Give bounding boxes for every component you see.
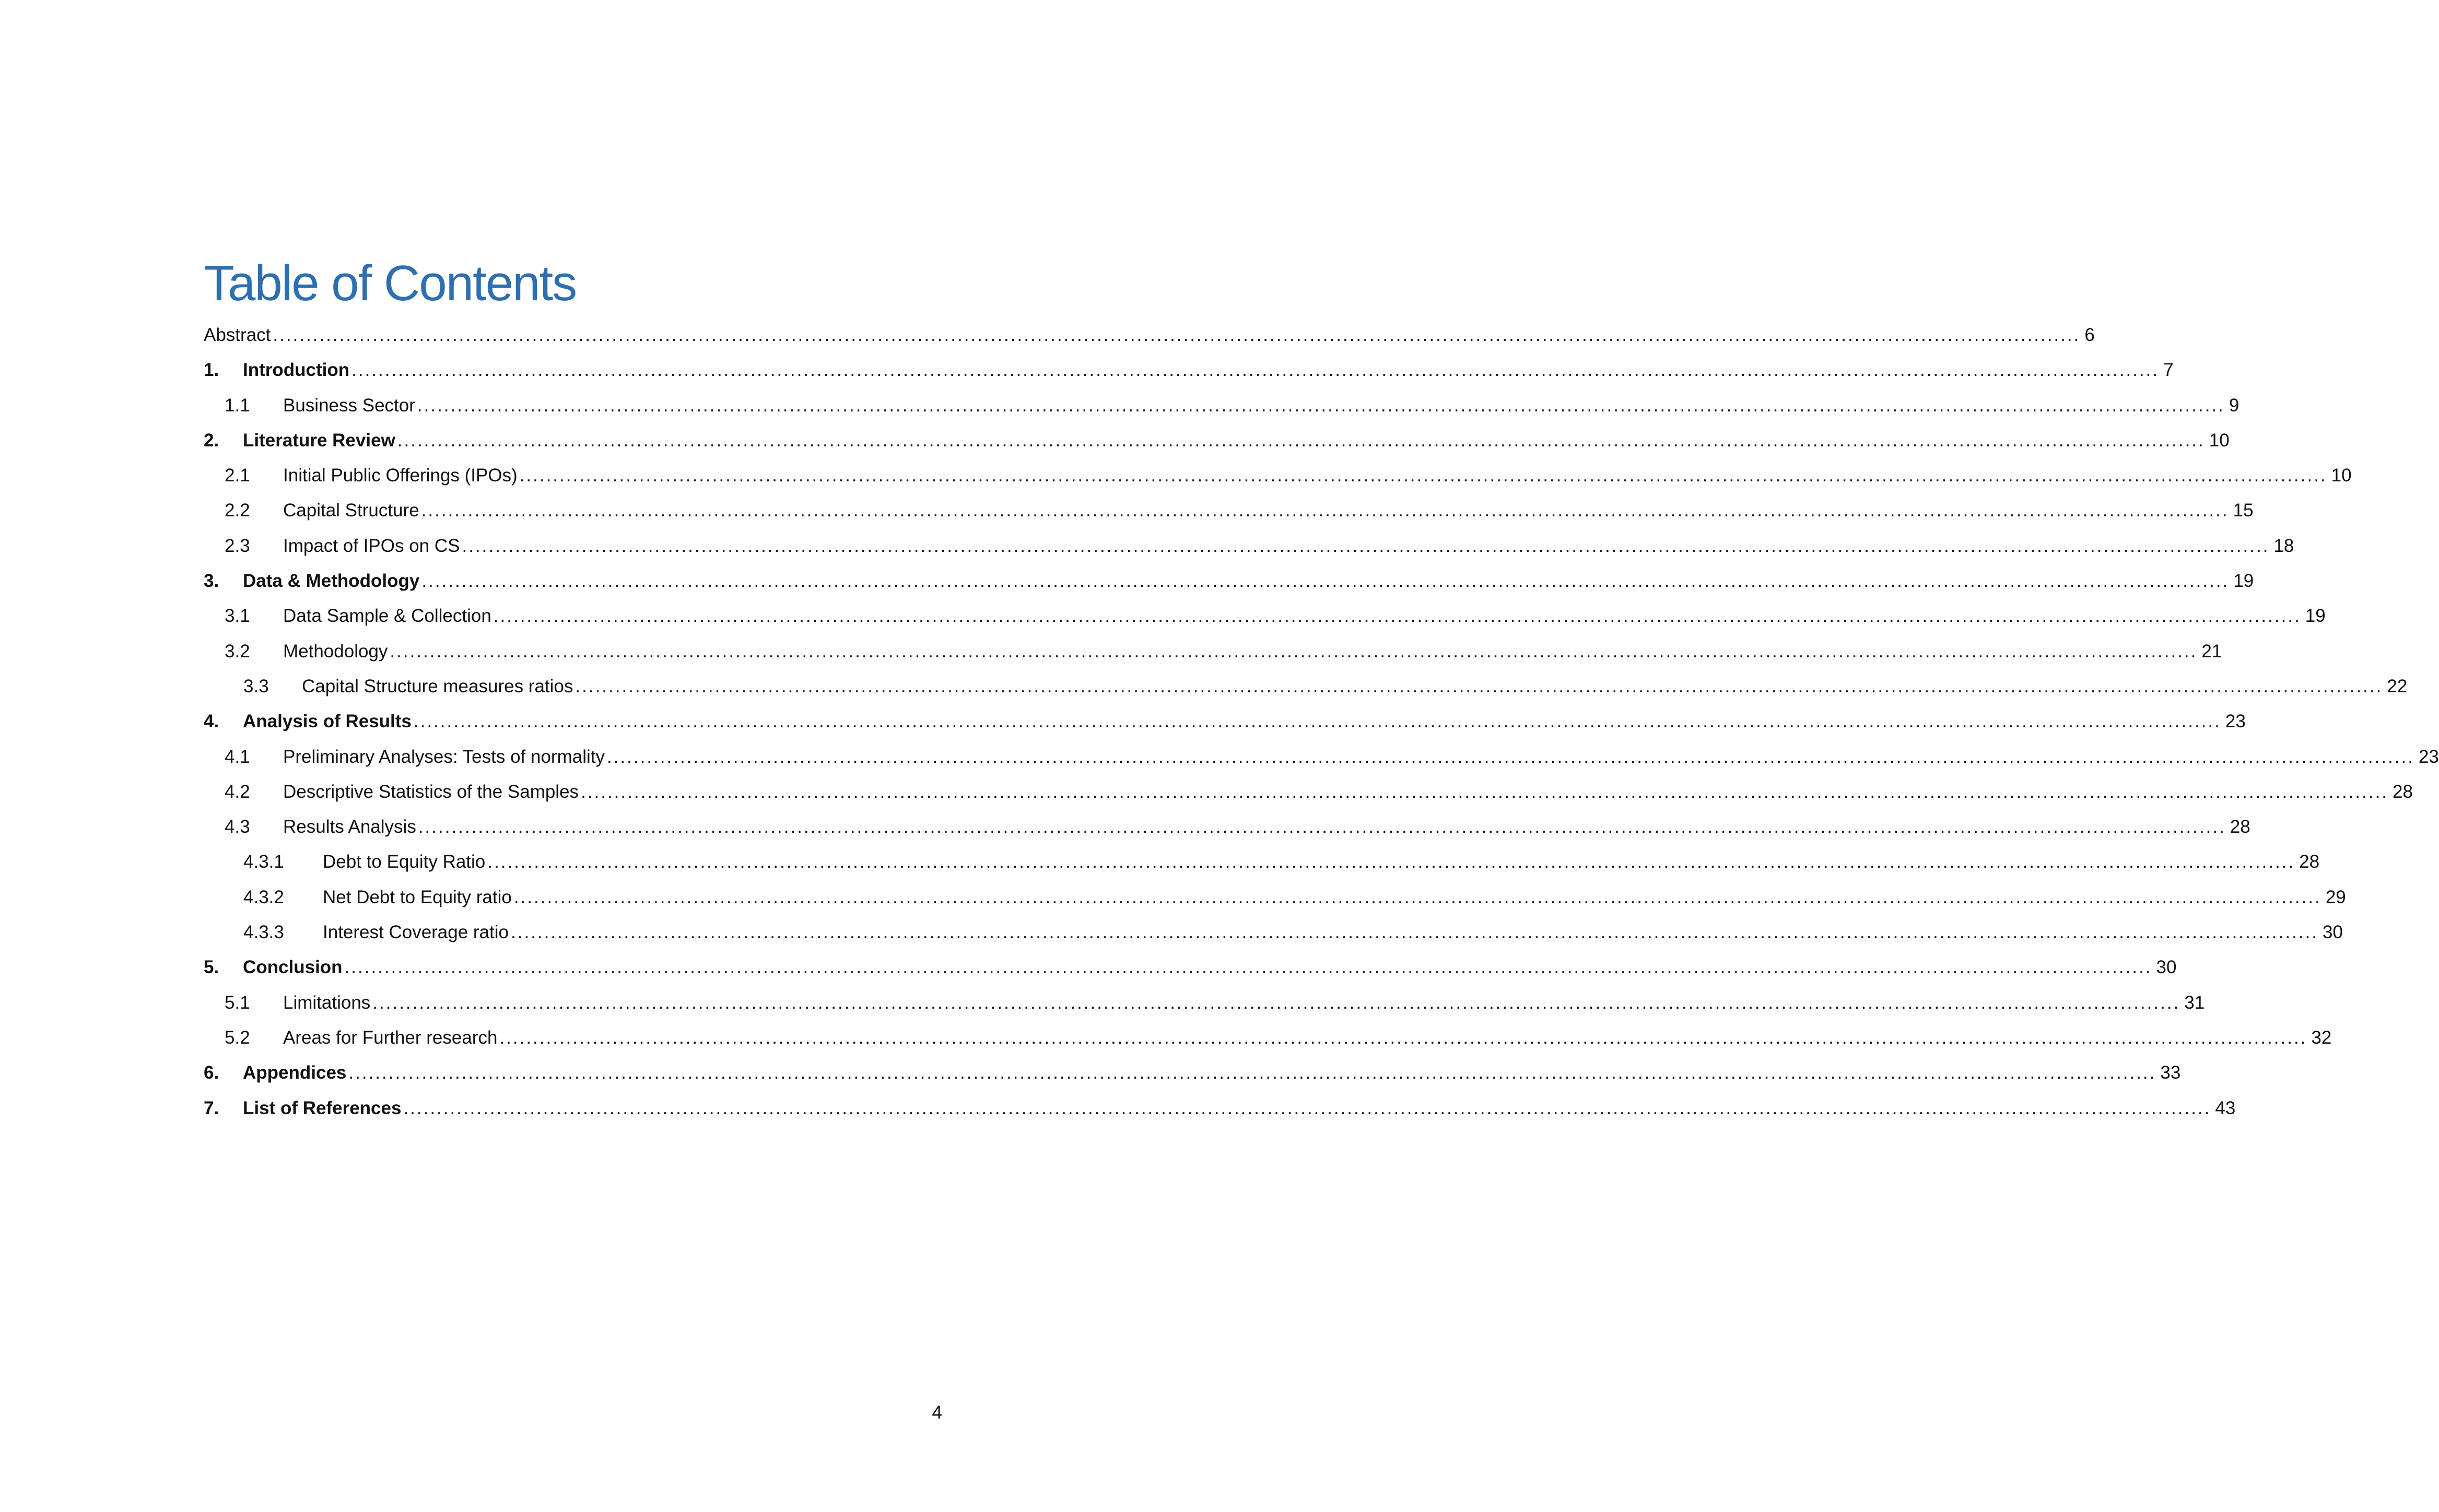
- toc-entry-line: [243, 356, 2174, 385]
- toc-entry[interactable]: [204, 742, 2439, 777]
- page-title: Table of Contents: [204, 255, 577, 311]
- toc-entry-line: [283, 391, 2239, 420]
- toc-entry-title[interactable]: Methodology: [283, 637, 390, 666]
- toc-entry-title[interactable]: Data Sample & Collection: [283, 601, 494, 631]
- toc-entry[interactable]: [204, 953, 2177, 988]
- toc-entry-number: 5.1: [225, 992, 250, 1013]
- toc-entry-page[interactable]: 31: [2180, 988, 2205, 1018]
- toc-entry-title[interactable]: Introduction: [243, 356, 351, 385]
- toc-entry-title[interactable]: Limitations: [283, 988, 372, 1018]
- dot-leader: ................................................................................................................................................................................................................................................................................: [344, 957, 2152, 978]
- toc-entry-title[interactable]: Capital Structure measures ratios: [302, 672, 575, 701]
- toc-entry-line: [323, 918, 2343, 947]
- toc-entry-page[interactable]: 32: [2307, 1023, 2331, 1053]
- toc-entry-page[interactable]: 9: [2225, 391, 2239, 420]
- toc-entry[interactable]: [204, 707, 2246, 742]
- toc-entry[interactable]: [204, 918, 2343, 953]
- toc-entry-page[interactable]: 21: [2197, 637, 2222, 666]
- toc-entry[interactable]: [204, 1094, 2236, 1129]
- toc-entry-number: 4.2: [225, 781, 250, 802]
- toc-entry-title[interactable]: Literature Review: [243, 426, 397, 455]
- dot-leader: ................................................................................................................................................................................................................................................................................: [606, 746, 2414, 767]
- toc-entry-page[interactable]: 43: [2211, 1094, 2235, 1123]
- toc-entry-title[interactable]: Conclusion: [243, 953, 345, 982]
- toc-entry-number: 4.3.3: [243, 922, 284, 943]
- toc-entry-page[interactable]: 30: [2318, 918, 2343, 947]
- toc-entry-number: 3.: [204, 571, 219, 592]
- toc-entry-page[interactable]: 19: [2229, 566, 2254, 596]
- toc-entry-title[interactable]: Capital Structure: [283, 496, 421, 525]
- toc-entry[interactable]: [204, 988, 2205, 1023]
- toc-entry-title[interactable]: Impact of IPOs on CS: [283, 531, 462, 561]
- toc-entry-line: [243, 707, 2246, 736]
- dot-leader: ................................................................................................................................................................................................................................................................................: [581, 781, 2389, 802]
- toc-entry-page[interactable]: 19: [2301, 601, 2326, 631]
- toc-entry-line: [283, 812, 2250, 842]
- toc-entry-title[interactable]: Net Debt to Equity ratio: [323, 883, 514, 912]
- dot-leader: ................................................................................................................................................................................................................................................................................: [372, 992, 2180, 1013]
- toc-entry-title[interactable]: Descriptive Statistics of the Samples: [283, 777, 581, 807]
- toc-entry-number: 3.2: [225, 641, 250, 662]
- toc-entry[interactable]: [204, 1058, 2181, 1093]
- toc-entry[interactable]: [204, 356, 2174, 391]
- toc-entry-number: 2.1: [225, 465, 250, 486]
- toc-entry-title[interactable]: Appendices: [243, 1058, 348, 1088]
- dot-leader: ................................................................................................................................................................................................................................................................................: [519, 465, 2327, 486]
- dot-leader: ................................................................................................................................................................................................................................................................................: [348, 1062, 2156, 1083]
- toc-entry-page[interactable]: 28: [2295, 847, 2319, 877]
- dot-leader: ................................................................................................................................................................................................................................................................................: [487, 852, 2295, 872]
- toc-entry-line: [302, 672, 2408, 701]
- toc-entry-title[interactable]: Debt to Equity Ratio: [323, 847, 487, 877]
- toc-entry-line: [243, 1094, 2236, 1123]
- toc-entry-number: 7.: [204, 1097, 219, 1118]
- toc-entry-page[interactable]: 10: [2205, 426, 2230, 455]
- toc-entry-page[interactable]: 23: [2221, 707, 2246, 736]
- toc-entry-line: [204, 321, 2095, 350]
- toc-entry[interactable]: [204, 391, 2239, 426]
- dot-leader: ................................................................................................................................................................................................................................................................................: [421, 571, 2230, 592]
- toc-list: [204, 321, 2439, 1129]
- toc-entry-number: 4.3.2: [243, 887, 284, 907]
- dot-leader: ................................................................................................................................................................................................................................................................................: [403, 1097, 2211, 1118]
- dot-leader: ................................................................................................................................................................................................................................................................................: [493, 606, 2301, 627]
- dot-leader: ................................................................................................................................................................................................................................................................................: [575, 676, 2383, 696]
- toc-entry[interactable]: [204, 1023, 2332, 1058]
- toc-entry-number: 1.: [204, 360, 219, 381]
- toc-entry-title[interactable]: Analysis of Results: [243, 707, 414, 736]
- toc-entry-number: 4.3: [225, 817, 250, 837]
- toc-entry-line: [283, 777, 2413, 807]
- toc-entry-title[interactable]: Interest Coverage ratio: [323, 918, 511, 947]
- toc-entry-line: [283, 637, 2222, 666]
- toc-entry-title[interactable]: Preliminary Analyses: Tests of normality: [283, 742, 607, 772]
- dot-leader: ................................................................................................................................................................................................................................................................................: [418, 817, 2226, 837]
- toc-entry-title[interactable]: Data & Methodology: [243, 566, 421, 596]
- toc-entry[interactable]: [204, 637, 2222, 672]
- dot-leader: ................................................................................................................................................................................................................................................................................: [397, 430, 2205, 451]
- toc-entry[interactable]: [204, 321, 2095, 356]
- toc-entry[interactable]: [204, 496, 2254, 531]
- toc-entry-line: [243, 566, 2254, 596]
- toc-entry-number: 4.3.1: [243, 852, 284, 872]
- toc-entry-line: [283, 742, 2439, 772]
- toc-entry-title[interactable]: Results Analysis: [283, 812, 418, 842]
- toc-entry-number: 6.: [204, 1062, 219, 1083]
- toc-entry[interactable]: [204, 601, 2326, 636]
- toc-entry-page[interactable]: 28: [2226, 812, 2250, 842]
- toc-entry-number: 1.1: [225, 395, 250, 416]
- toc-entry-line: [243, 953, 2177, 982]
- dot-leader: ................................................................................................................................................................................................................................................................................: [351, 360, 2160, 381]
- toc-entry[interactable]: [204, 566, 2254, 601]
- toc-entry-number: 3.3: [243, 676, 269, 696]
- toc-entry-number: 5.: [204, 957, 219, 978]
- toc-entry[interactable]: [204, 426, 2230, 461]
- toc-entry-number: 2.3: [225, 535, 250, 556]
- toc-entry-line: [283, 531, 2294, 561]
- toc-entry-page[interactable]: 29: [2321, 883, 2346, 912]
- toc-entry-page[interactable]: 22: [2383, 672, 2407, 701]
- toc-entry-title[interactable]: List of References: [243, 1094, 403, 1123]
- toc-entry[interactable]: [204, 847, 2320, 882]
- toc-entry-number: 4.: [204, 711, 219, 732]
- toc-entry-line: [283, 496, 2254, 525]
- dot-leader: ................................................................................................................................................................................................................................................................................: [511, 922, 2318, 943]
- toc-entry-line: [283, 1023, 2332, 1053]
- toc-entry-line: [323, 847, 2320, 877]
- toc-entry-page[interactable]: 15: [2229, 496, 2254, 525]
- toc-entry-title[interactable]: Business Sector: [283, 391, 417, 420]
- dot-leader: ................................................................................................................................................................................................................................................................................: [413, 711, 2221, 732]
- toc-entry-number: 3.1: [225, 606, 250, 627]
- toc-entry-page[interactable]: 10: [2327, 461, 2352, 490]
- toc-entry-page[interactable]: 7: [2159, 356, 2173, 385]
- toc-entry-number: 2.: [204, 430, 219, 451]
- toc-entry-line: [243, 1058, 2181, 1088]
- toc-entry-line: [283, 988, 2205, 1018]
- toc-entry-page[interactable]: 33: [2156, 1058, 2180, 1088]
- toc-entry-title[interactable]: Abstract: [204, 321, 273, 350]
- dot-leader: ................................................................................................................................................................................................................................................................................: [417, 395, 2225, 416]
- toc-entry-page[interactable]: 30: [2152, 953, 2177, 982]
- toc-entry[interactable]: [204, 812, 2250, 847]
- dot-leader: ................................................................................................................................................................................................................................................................................: [273, 325, 2081, 345]
- toc-entry[interactable]: [204, 461, 2352, 496]
- dot-leader: ................................................................................................................................................................................................................................................................................: [462, 535, 2270, 556]
- toc-entry[interactable]: [204, 672, 2408, 707]
- page-number: 4: [932, 1402, 942, 1423]
- dot-leader: ................................................................................................................................................................................................................................................................................: [513, 887, 2321, 907]
- toc-entry-title[interactable]: Initial Public Offerings (IPOs): [283, 461, 520, 490]
- toc-entry[interactable]: [204, 531, 2294, 566]
- toc-entry-line: [243, 426, 2230, 455]
- toc-entry-line: [323, 883, 2346, 912]
- toc-entry[interactable]: [204, 883, 2346, 918]
- toc-entry-title[interactable]: Areas for Further research: [283, 1023, 499, 1053]
- toc-entry-number: 2.2: [225, 500, 250, 521]
- toc-entry-line: [283, 601, 2326, 631]
- toc-entry-number: 4.1: [225, 746, 250, 767]
- toc-entry-page[interactable]: 18: [2269, 531, 2294, 561]
- dot-leader: ................................................................................................................................................................................................................................................................................: [390, 641, 2198, 662]
- toc-entry-page[interactable]: 6: [2080, 321, 2094, 350]
- toc-entry-line: [283, 461, 2352, 490]
- toc-entry[interactable]: [204, 777, 2413, 812]
- dot-leader: ................................................................................................................................................................................................................................................................................: [499, 1027, 2307, 1048]
- toc-entry-page[interactable]: 28: [2388, 777, 2413, 807]
- toc-entry-number: 5.2: [225, 1027, 250, 1048]
- dot-leader: ................................................................................................................................................................................................................................................................................: [421, 500, 2229, 521]
- toc-entry-page[interactable]: 23: [2414, 742, 2439, 772]
